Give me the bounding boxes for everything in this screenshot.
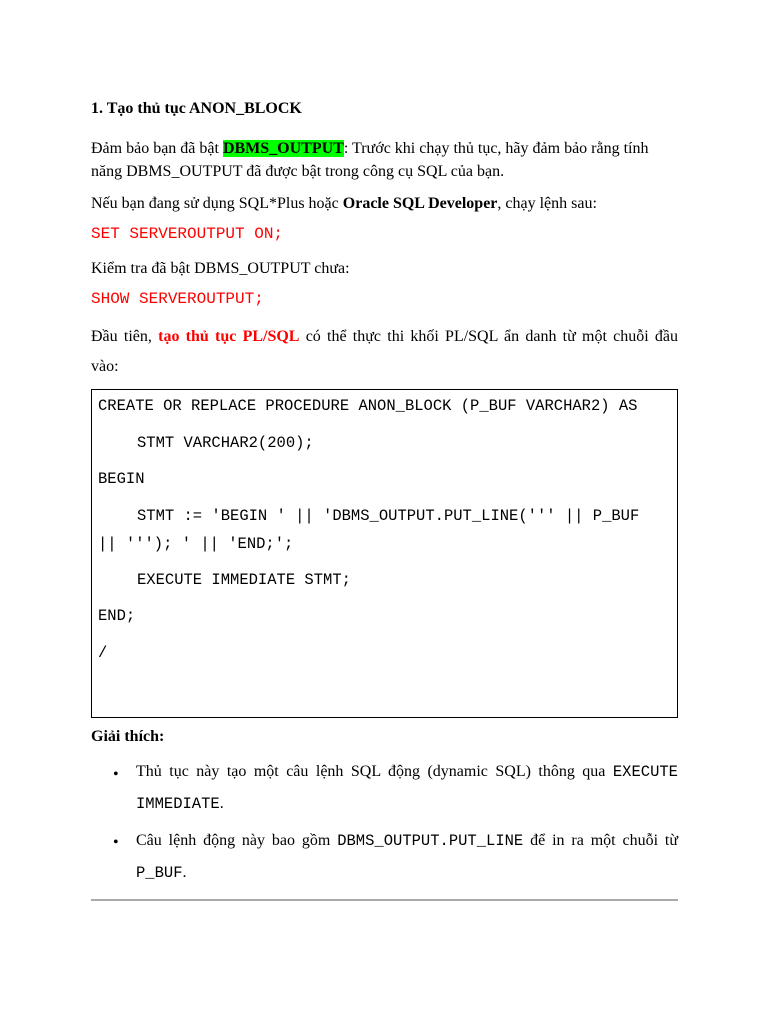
para2-after: , chạy lệnh sau: — [497, 195, 597, 212]
bullet1-end: . — [219, 795, 224, 812]
code-line: / — [98, 644, 108, 662]
bullet-marker: • — [113, 834, 119, 851]
code-line: CREATE OR REPLACE PROCEDURE ANON_BLOCK (P_BUF VARCHAR2) AS — [98, 397, 638, 415]
section-heading: 1. Tạo thủ tục ANON_BLOCK — [91, 100, 302, 117]
bullet1-text: Thủ tục này tạo một câu lệnh SQL động (dynamic SQL) thông qua — [136, 763, 613, 780]
create-procedure-link-text: tạo thủ tục PL/SQL — [158, 328, 300, 345]
para1-after: : Trước khi chạy thủ tục, hãy đảm bảo rằng tính năng DBMS_OUTPUT đã được bật trong công cụ SQL của bạn. — [91, 140, 649, 180]
code-line: END; — [98, 607, 136, 625]
code-line: STMT := 'BEGIN ' || 'DBMS_OUTPUT.PUT_LINE(''' || P_BUF — [137, 507, 640, 525]
explanation-title: Giải thích: — [91, 728, 165, 745]
para4-line1 — [91, 322, 678, 352]
list-item — [136, 825, 678, 889]
oracle-sql-developer: Oracle SQL Developer — [342, 195, 498, 212]
bullet2-code2: P_BUF — [136, 864, 183, 882]
bullet-marker: • — [113, 766, 119, 783]
paragraph-create-procedure — [91, 322, 678, 382]
para2-before: Nếu bạn đang sử dụng SQL*Plus hoặc — [91, 195, 343, 212]
horizontal-rule — [91, 899, 678, 901]
list-item — [136, 756, 678, 820]
code-block — [91, 389, 678, 718]
code-line: || '''); ' || 'END;'; — [98, 535, 294, 553]
code-line: EXECUTE IMMEDIATE STMT; — [137, 571, 351, 589]
para4-before: Đầu tiên, — [91, 328, 159, 345]
para4-after-line1: có thể thực thi khối PL/SQL ẩn danh từ một chuỗi đầu — [299, 328, 679, 345]
paragraph-sqlplus — [91, 192, 678, 215]
para4-line2: vào: — [91, 358, 119, 375]
bullet2-end: . — [182, 864, 187, 881]
code-line: BEGIN — [98, 470, 145, 488]
bullet2-text: Câu lệnh động này bao gồm — [136, 832, 338, 849]
para1-before: Đảm bảo bạn đã bật — [91, 140, 223, 157]
highlighted-dbms-output: DBMS_OUTPUT — [222, 140, 344, 157]
paragraph-check: Kiểm tra đã bật DBMS_OUTPUT chưa: — [91, 260, 350, 277]
command-show-serveroutput: SHOW SERVEROUTPUT; — [91, 290, 264, 308]
bullet1-code: EXECUTE IMMEDIATE — [136, 763, 678, 813]
code-line: STMT VARCHAR2(200); — [137, 434, 314, 452]
bullet2-mid: để in ra một chuỗi từ — [523, 832, 679, 849]
paragraph-enable-dbms-output — [91, 137, 678, 183]
command-set-serveroutput: SET SERVEROUTPUT ON; — [91, 225, 284, 243]
bullet2-code1: DBMS_OUTPUT.PUT_LINE — [337, 832, 524, 850]
